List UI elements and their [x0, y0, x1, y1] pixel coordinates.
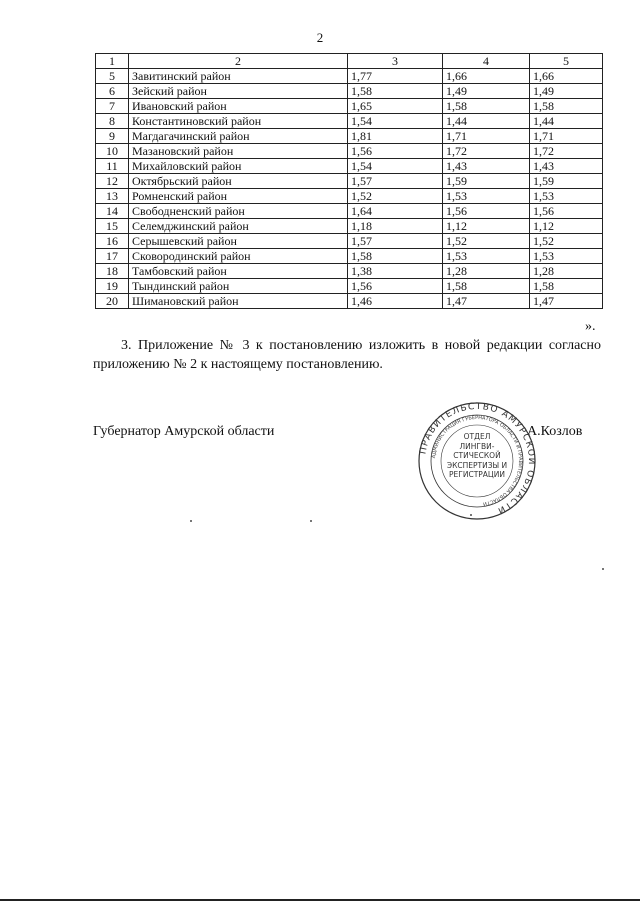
- table-cell: 1,49: [443, 84, 530, 99]
- table-row: [96, 204, 603, 219]
- table-cell: 1,58: [443, 279, 530, 294]
- table-cell: 1,56: [530, 204, 603, 219]
- signature-name: А.Козлов: [527, 424, 583, 439]
- table-cell: Ивановский район: [129, 99, 348, 114]
- table-cell: 1,71: [443, 129, 530, 144]
- table-cell: Селемджинский район: [129, 219, 348, 234]
- column-header: 5: [530, 54, 603, 69]
- column-header: 4: [443, 54, 530, 69]
- table-row: [96, 84, 603, 99]
- table-cell: Константиновский район: [129, 114, 348, 129]
- stamp-middle-text: АДМИНИСТРАЦИЯ ГУБЕРНАТОРА ОБЛАСТИ И ПРАВИТЕЛЬСТВА ОБЛАСТИ: [431, 414, 524, 507]
- table-cell: Зейский район: [129, 84, 348, 99]
- scan-speck: [470, 514, 472, 516]
- table-cell: 1,58: [348, 249, 443, 264]
- table-cell: 1,72: [443, 144, 530, 159]
- table-cell: 1,72: [530, 144, 603, 159]
- table-row: [96, 249, 603, 264]
- scan-speck: [602, 568, 604, 570]
- table-cell: 1,56: [348, 144, 443, 159]
- table-cell: 1,81: [348, 129, 443, 144]
- table-cell: 1,28: [443, 264, 530, 279]
- table-cell: 1,57: [348, 234, 443, 249]
- table-cell: 1,59: [443, 174, 530, 189]
- table-cell: 1,58: [348, 84, 443, 99]
- table-cell: Ромненский район: [129, 189, 348, 204]
- table-cell: 1,56: [348, 279, 443, 294]
- table-cell: Свободненский район: [129, 204, 348, 219]
- table-cell: Мазановский район: [129, 144, 348, 159]
- table-row: [96, 159, 603, 174]
- table-cell: 1,38: [348, 264, 443, 279]
- table-cell: 1,54: [348, 114, 443, 129]
- table-cell: Серышевский район: [129, 234, 348, 249]
- table-cell: 1,43: [530, 159, 603, 174]
- amendment-paragraph: 3. Приложение № 3 к постановлению изложить в новой редакции согласно приложению № 2 к настоящему постановлению.: [93, 338, 601, 372]
- table-row: [96, 129, 603, 144]
- table-row: [96, 114, 603, 129]
- stamp-inner-text: ОТДЕЛ ЛИНГВИ- СТИЧЕСКОЙ ЭКСПЕРТИЗЫ И РЕГИСТРАЦИИ: [446, 432, 508, 479]
- table-row: [96, 144, 603, 159]
- regions-table: [95, 53, 603, 309]
- table-cell: 1,28: [530, 264, 603, 279]
- table-cell: Михайловский район: [129, 159, 348, 174]
- column-header: 1: [96, 54, 129, 69]
- table-cell: 1,12: [530, 219, 603, 234]
- table-cell: 1,54: [348, 159, 443, 174]
- table-cell: 1,18: [348, 219, 443, 234]
- table-cell: Магдагачинский район: [129, 129, 348, 144]
- table-cell: 11: [96, 159, 129, 174]
- table-row: [96, 264, 603, 279]
- table-cell: 1,66: [443, 69, 530, 84]
- table-cell: 1,57: [348, 174, 443, 189]
- table-cell: Тындинский район: [129, 279, 348, 294]
- table-cell: Тамбовский район: [129, 264, 348, 279]
- column-header: 3: [348, 54, 443, 69]
- table-cell: 1,52: [348, 189, 443, 204]
- table-cell: 1,65: [348, 99, 443, 114]
- table-row: [96, 189, 603, 204]
- table-body: [96, 69, 603, 309]
- table-cell: 1,71: [530, 129, 603, 144]
- table-cell: 1,64: [348, 204, 443, 219]
- table-row: [96, 99, 603, 114]
- table-cell: 1,59: [530, 174, 603, 189]
- table-cell: 1,47: [443, 294, 530, 309]
- table-cell: 13: [96, 189, 129, 204]
- table-cell: 19: [96, 279, 129, 294]
- column-header: 2: [129, 54, 348, 69]
- table-cell: 1,56: [443, 204, 530, 219]
- table-cell: 1,44: [443, 114, 530, 129]
- table-cell: 1,49: [530, 84, 603, 99]
- table-cell: 1,52: [443, 234, 530, 249]
- table-cell: 17: [96, 249, 129, 264]
- signature-title: Губернатор Амурской области: [93, 424, 275, 439]
- table-cell: 1,43: [443, 159, 530, 174]
- table-cell: 8: [96, 114, 129, 129]
- table-cell: 1,46: [348, 294, 443, 309]
- stamp-outer-text: ПРАВИТЕЛЬСТВО АМУРСКОЙ ОБЛАСТИ: [418, 402, 536, 516]
- table-cell: 18: [96, 264, 129, 279]
- table-cell: 5: [96, 69, 129, 84]
- table-cell: 1,44: [530, 114, 603, 129]
- table-cell: 1,58: [530, 99, 603, 114]
- table-cell: 1,47: [530, 294, 603, 309]
- table-cell: 1,53: [443, 249, 530, 264]
- table-row: [96, 294, 603, 309]
- table-cell: 1,58: [530, 279, 603, 294]
- table-cell: Шимановский район: [129, 294, 348, 309]
- table-cell: 16: [96, 234, 129, 249]
- table-cell: Октябрьский район: [129, 174, 348, 189]
- table-cell: 1,53: [530, 189, 603, 204]
- table-cell: 1,58: [443, 99, 530, 114]
- scan-speck: [310, 520, 312, 522]
- table-cell: 7: [96, 99, 129, 114]
- table-cell: 1,12: [443, 219, 530, 234]
- table-row: [96, 174, 603, 189]
- table-cell: Завитинский район: [129, 69, 348, 84]
- table-cell: 6: [96, 84, 129, 99]
- page-number: 2: [316, 30, 324, 45]
- table-cell: 1,66: [530, 69, 603, 84]
- table-cell: 20: [96, 294, 129, 309]
- table-cell: 1,52: [530, 234, 603, 249]
- table-row: [96, 69, 603, 84]
- table-row: [96, 279, 603, 294]
- table-row: [96, 234, 603, 249]
- table-cell: 14: [96, 204, 129, 219]
- table-cell: 1,77: [348, 69, 443, 84]
- scan-border: [0, 899, 640, 901]
- table-cell: Сковородинский район: [129, 249, 348, 264]
- table-cell: 1,53: [443, 189, 530, 204]
- table-cell: 15: [96, 219, 129, 234]
- table-row: [96, 219, 603, 234]
- table-header-row: [96, 54, 603, 69]
- closing-quote: ».: [585, 319, 596, 334]
- table-cell: 9: [96, 129, 129, 144]
- table-cell: 12: [96, 174, 129, 189]
- scan-speck: [190, 520, 192, 522]
- table-cell: 10: [96, 144, 129, 159]
- table-cell: 1,53: [530, 249, 603, 264]
